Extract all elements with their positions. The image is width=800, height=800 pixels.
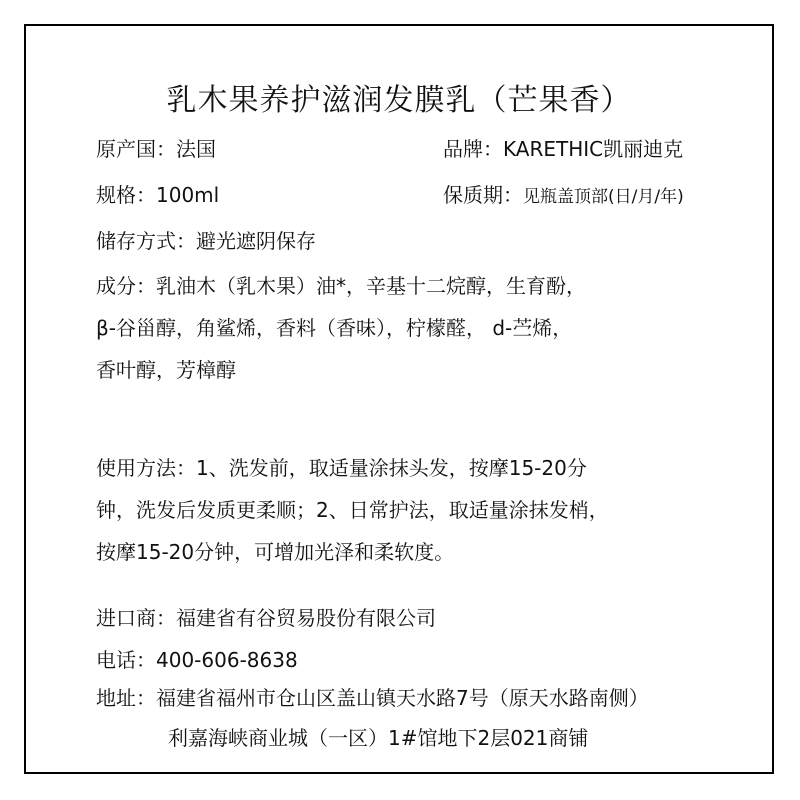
usage-line: 使用方法：1、洗发前，取适量涂抹头发，按摩15-20分: [96, 456, 587, 480]
ingredients-line: 香叶醇，芳樟醇: [96, 358, 236, 382]
shelf-life: [443, 183, 684, 209]
usage-line: 钟，洗发后发质更柔顺；2、日常护法，取适量涂抹发梢，: [96, 498, 609, 522]
importer-company: 进口商：福建省有谷贸易股份有限公司: [96, 606, 436, 630]
importer-phone: 电话：400-606-8638: [96, 648, 298, 672]
importer-address-cont: 利嘉海峡商业城（一区）1#馆地下2层021商铺: [168, 726, 589, 750]
usage-line: 按摩15-20分钟，可增加光泽和柔软度。: [96, 540, 455, 564]
product-title: 乳木果养护滋润发膜乳（芒果香）: [166, 83, 632, 118]
importer-address: 地址：福建省福州市仓山区盖山镇天水路7号（原天水路南侧）: [96, 686, 649, 710]
origin-country: 原产国：法国: [96, 137, 216, 161]
ingredients-line: β-谷甾醇，角鲨烯，香料（香味），柠檬醛， d-苎烯，: [96, 316, 573, 340]
shelf-life-label: 保质期：: [443, 183, 523, 207]
product-label: [24, 24, 774, 774]
brand: 品牌：KARETHIC凯丽迪克: [443, 137, 684, 161]
ingredients-line: 成分：乳油木（乳木果）油*，辛基十二烷醇，生育酚，: [96, 274, 586, 298]
shelf-life-value: 见瓶盖顶部(日/月/年): [523, 187, 684, 207]
specification: 规格：100ml: [96, 183, 220, 207]
storage-method: 储存方式：避光遮阴保存: [96, 229, 316, 253]
